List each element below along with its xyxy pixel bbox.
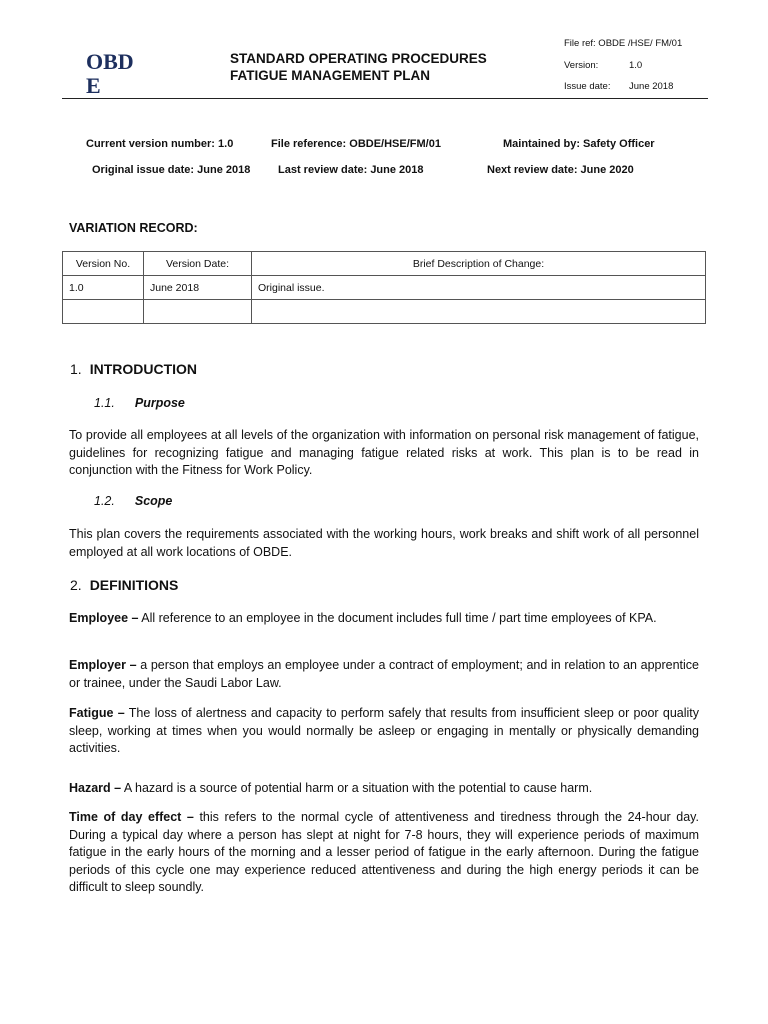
definition-term: Hazard – xyxy=(69,781,122,795)
definition-fatigue xyxy=(69,705,699,758)
cell-version-no xyxy=(63,300,144,324)
section-title: INTRODUCTION xyxy=(89,361,198,377)
subsection-title: Purpose xyxy=(134,396,185,410)
table-header-row xyxy=(63,252,706,276)
variation-table xyxy=(62,251,706,324)
section-number: 1. xyxy=(70,361,82,377)
cell-version-date: June 2018 xyxy=(144,276,252,300)
header-version-date: Version Date: xyxy=(144,252,252,276)
definition-employer xyxy=(69,657,699,692)
issue-date-row xyxy=(564,81,674,93)
next-review-date: Next review date: June 2020 xyxy=(487,164,634,176)
purpose-paragraph: To provide all employees at all levels of the organization with information on personal risk management of fatigue, guidelines for recognizing fatigue and managing fatigue related risks at work. This plan is to be read in conjunction with the Fitness for Work Policy. xyxy=(69,428,699,477)
heading-definitions xyxy=(70,577,178,593)
current-version: Current version number: 1.0 xyxy=(86,138,234,150)
scope-paragraph: This plan covers the requirements associated with the working hours, work breaks and shift work of all personnel employed at all work locations of OBDE. xyxy=(69,527,699,559)
definition-term: Fatigue – xyxy=(69,706,125,720)
logo-line-1: OBD xyxy=(86,49,134,74)
title-line-1: STANDARD OPERATING PROCEDURES xyxy=(230,51,487,66)
subsection-title: Scope xyxy=(134,494,173,508)
file-reference: File reference: OBDE/HSE/FM/01 xyxy=(271,138,441,150)
original-issue-date: Original issue date: June 2018 xyxy=(92,164,251,176)
section-number: 2. xyxy=(70,577,82,593)
maintained-by: Maintained by: Safety Officer xyxy=(503,138,655,150)
company-logo xyxy=(86,50,146,98)
cell-description: Original issue. xyxy=(252,276,706,300)
issue-date-label: Issue date: xyxy=(564,81,611,92)
cell-version-no: 1.0 xyxy=(63,276,144,300)
heading-purpose xyxy=(94,396,185,410)
section-title: DEFINITIONS xyxy=(89,577,179,593)
logo-line-2: E xyxy=(86,73,101,98)
header-version-no: Version No. xyxy=(63,252,144,276)
definition-term: Employer – xyxy=(69,658,137,672)
cell-description xyxy=(252,300,706,324)
file-ref: File ref: OBDE /HSE/ FM/01 xyxy=(564,38,683,49)
definition-time-of-day-effect xyxy=(69,809,699,897)
definition-text: a person that employs an employee under a contract of employment; and in relation to an apprentice or trainee, under the Saudi Labor Law. xyxy=(69,658,699,690)
header-divider xyxy=(62,98,708,99)
subsection-number: 1.2. xyxy=(94,494,115,508)
version-value: 1.0 xyxy=(629,60,643,71)
definition-text: A hazard is a source of potential harm or a situation with the potential to cause harm. xyxy=(123,781,593,795)
cell-version-date xyxy=(144,300,252,324)
definition-hazard xyxy=(69,780,699,798)
document-title xyxy=(230,50,487,84)
issue-date-value: June 2018 xyxy=(629,81,674,92)
definition-employee xyxy=(69,610,699,628)
definition-text: this refers to the normal cycle of attentiveness and tiredness through the 24-hour day. During a typical day where a person has slept at night for 7-8 hours, they will experience periods of maximum fatigue in the early hours of the morning and a lesser period of fatigue in the early afternoon. During the fatigue periods of this cycle one may experience reduced attentiveness and during the high energy periods it can be difficult to sleep soundly. xyxy=(69,810,699,894)
subsection-number: 1.1. xyxy=(94,396,115,410)
last-review-date: Last review date: June 2018 xyxy=(278,164,424,176)
version-label: Version: xyxy=(564,60,599,71)
definition-text: All reference to an employee in the document includes full time / part time employees of KPA. xyxy=(141,611,657,625)
table-row xyxy=(63,300,706,324)
definition-term: Time of day effect – xyxy=(69,810,194,824)
table-row xyxy=(63,276,706,300)
variation-record-title: VARIATION RECORD: xyxy=(69,221,198,235)
definition-text: The loss of alertness and capacity to perform safely that results from insufficient sleep or poor quality sleep, working at times when you would normally be asleep or engaging in mentally or physically demanding activities. xyxy=(69,706,699,755)
version-row xyxy=(564,60,643,72)
title-line-2: FATIGUE MANAGEMENT PLAN xyxy=(230,68,430,83)
heading-introduction xyxy=(70,361,197,377)
header-description: Brief Description of Change: xyxy=(252,252,706,276)
definition-term: Employee – xyxy=(69,611,139,625)
heading-scope xyxy=(94,494,172,508)
